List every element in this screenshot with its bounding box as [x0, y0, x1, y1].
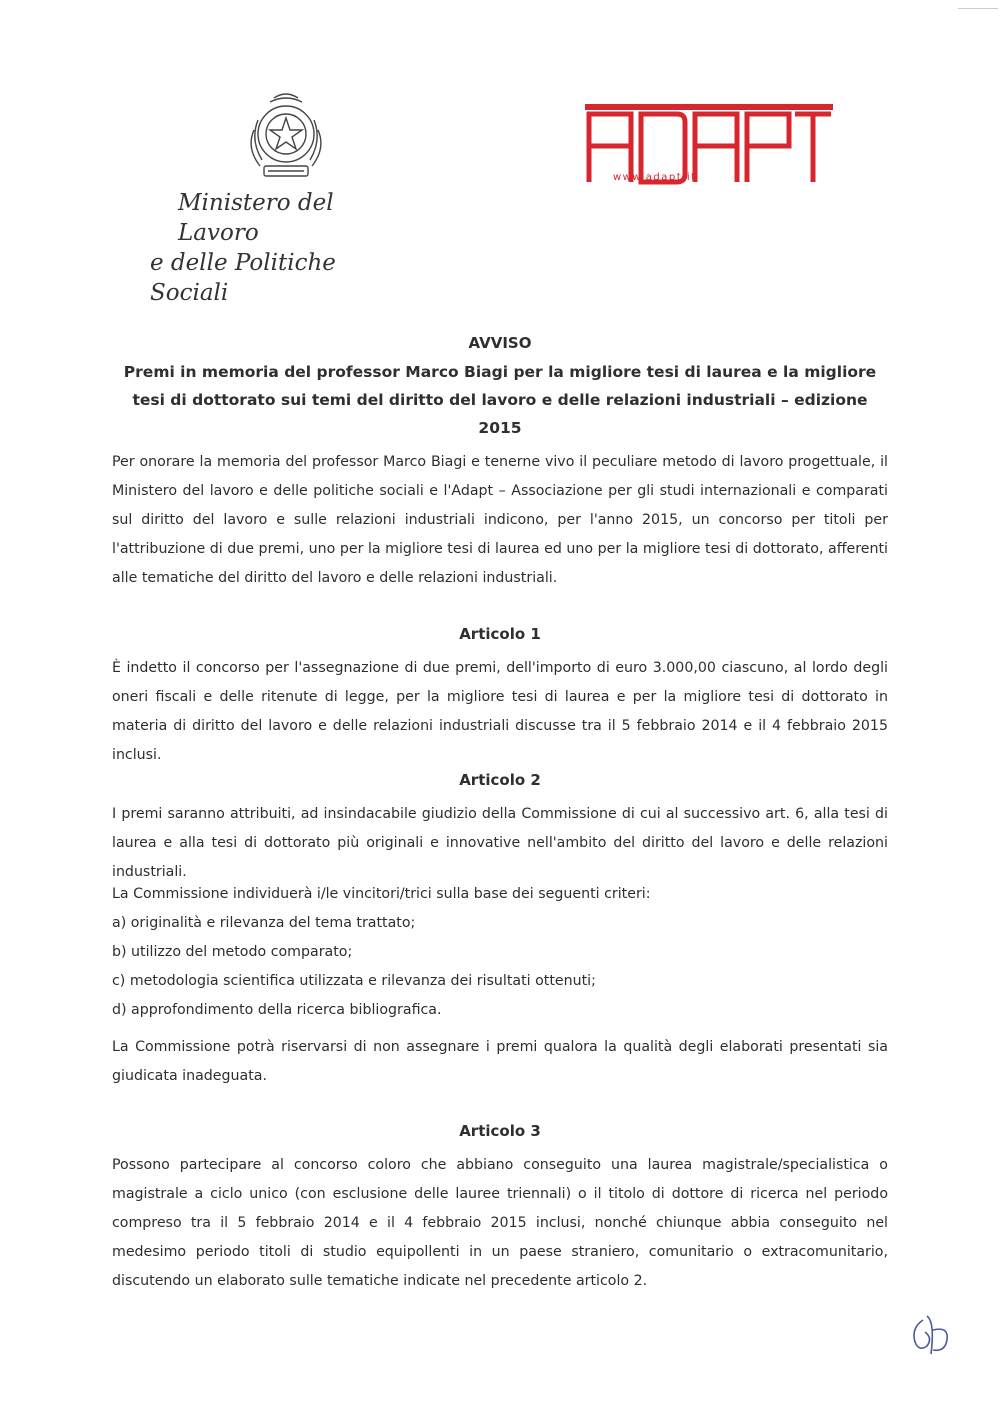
- notice-heading: AVVISO: [468, 334, 532, 352]
- article-2-final: La Commissione potrà riservarsi di non assegnare i premi qualora la qualità degli elaborati presentati sia giudicata inadeguata.: [112, 1039, 888, 1084]
- adapt-logo: [585, 100, 833, 186]
- criteria-intro: La Commissione individuerà i/le vincitori/trici sulla base dei seguenti criteri:: [112, 886, 651, 902]
- criteria-item-a: a) originalità e rilevanza del tema trattato;: [112, 915, 416, 931]
- italian-emblem-icon: [240, 90, 332, 186]
- intro-paragraph: Per onorare la memoria del professor Marco Biagi e tenerne vivo il peculiare metodo di lavoro progettuale, il Ministero del lavoro e delle politiche sociali e l'Adapt – Associazione per gli studi internazionali e comparati sul diritto del lavoro e sulle relazioni industriali indicono, per l'anno 2015, un concorso per titoli per l'attribuzione di due premi, uno per la migliore tesi di laurea ed uno per la migliore tesi di dottorato, afferenti alle tematiche del diritto del lavoro e delle relazioni industriali.: [112, 454, 888, 586]
- article-2-heading: Articolo 2: [459, 771, 541, 789]
- article-1-text: È indetto il concorso per l'assegnazione di due premi, dell'importo di euro 3.000,00 ciascuno, al lordo degli oneri fiscali e delle ritenute di legge, per la migliore tesi di laurea e per la migliore tesi di dottorato in materia di diritto del lavoro e delle relazioni industriali discusse tra il 5 febbraio 2014 e il 4 febbraio 2015 inclusi.: [112, 660, 888, 763]
- article-3-heading: Articolo 3: [459, 1122, 541, 1140]
- criteria-item-c: c) metodologia scientifica utilizzata e rilevanza dei risultati ottenuti;: [112, 973, 596, 989]
- article-1-heading: Articolo 1: [459, 625, 541, 643]
- article-2-text: I premi saranno attribuiti, ad insindacabile giudizio della Commissione di cui al successivo art. 6, alla tesi di laurea e alla tesi di dottorato più originali e innovative nell'ambito del diritto del lavoro e delle relazioni industriali.: [112, 806, 888, 880]
- ministry-line-1: Ministero del Lavoro: [178, 190, 334, 246]
- signature-initials-icon: [905, 1310, 955, 1360]
- ministry-line-2: e delle Politiche Sociali: [150, 250, 336, 306]
- logo-url: www.adapt.it: [613, 172, 697, 183]
- scan-mark: [958, 8, 998, 9]
- criteria-item-d: d) approfondimento della ricerca bibliografica.: [112, 1002, 442, 1018]
- criteria-item-b: b) utilizzo del metodo comparato;: [112, 944, 353, 960]
- ministry-name: [150, 188, 410, 308]
- notice-title: Premi in memoria del professor Marco Biagi per la migliore tesi di laurea e la migliore tesi di dottorato sui temi del diritto del lavoro e delle relazioni industriali – edizione 2015: [123, 363, 877, 437]
- article-3-text: Possono partecipare al concorso coloro che abbiano conseguito una laurea magistrale/specialistica o magistrale a ciclo unico (con esclusione delle lauree triennali) o il titolo di dottore di ricerca nel periodo compreso tra il 5 febbraio 2014 e il 4 febbraio 2015 inclusi, nonché chiunque abbia conseguito nel medesimo periodo titoli di studio equipollenti in un paese straniero, comunitario o extracomunitario, discutendo un elaborato sulle tematiche indicate nel precedente articolo 2.: [112, 1157, 888, 1289]
